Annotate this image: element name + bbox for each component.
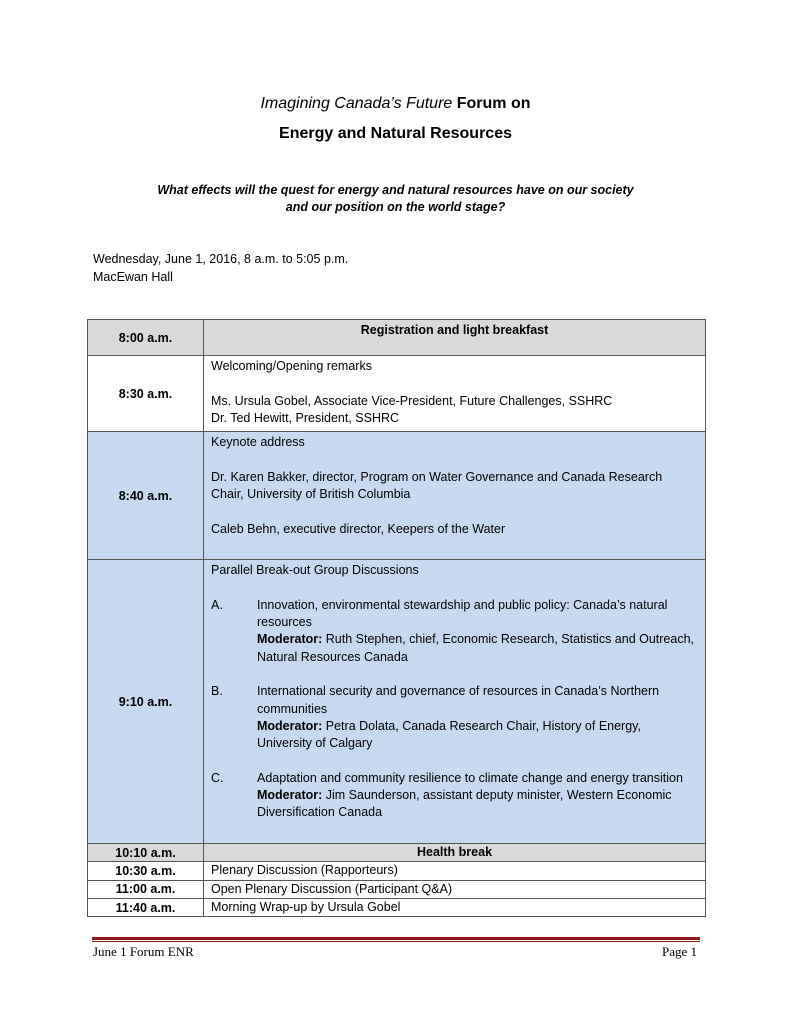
agenda-description (204, 356, 706, 432)
agenda-speaker: Ms. Ursula Gobel, Associate Vice-President, Future Challenges, SSHRC (211, 393, 613, 408)
agenda-row (88, 560, 706, 844)
breakout-letter: B. (211, 684, 223, 699)
moderator-label: Moderator: (257, 718, 323, 733)
agenda-title: Open Plenary Discussion (Participant Q&A) (204, 880, 706, 898)
footer-document-name: June 1 Forum ENR (93, 944, 194, 959)
agenda-row (88, 862, 706, 880)
agenda-speaker: Caleb Behn, executive director, Keepers of the Water (211, 521, 506, 536)
agenda-table (87, 319, 706, 917)
document-title (0, 95, 791, 113)
agenda-time: 8:40 a.m. (88, 432, 204, 560)
agenda-title: Registration and light breakfast (204, 320, 706, 356)
agenda-title: Health break (204, 844, 706, 862)
footer-page-number: Page 1 (661, 944, 697, 959)
breakout-item (211, 597, 698, 666)
agenda-title: Keynote address (211, 435, 305, 450)
agenda-row (88, 880, 706, 898)
agenda-description (204, 560, 706, 844)
moderator-name: Ruth Stephen, chief, Economic Research, Statistics and Outreach, Natural Resources Canada (257, 632, 695, 664)
event-venue: MacEwan Hall (93, 270, 173, 284)
agenda-row (88, 844, 706, 862)
breakout-moderator (257, 631, 698, 666)
agenda-time: 11:00 a.m. (88, 880, 204, 898)
footer-divider-thin (92, 941, 700, 942)
agenda-title: Welcoming/Opening remarks (211, 359, 372, 373)
guiding-question: What effects will the quest for energy and natural resources have on our society and our position on the world stage? (157, 183, 634, 214)
agenda-row (88, 898, 706, 916)
agenda-time: 9:10 a.m. (88, 560, 204, 844)
title-bold: Forum on (456, 95, 531, 112)
breakout-letter: A. (211, 597, 223, 612)
breakout-topic: Innovation, environmental stewardship and public policy: Canada’s natural resources (257, 597, 668, 630)
breakout-item (211, 770, 698, 822)
agenda-row (88, 356, 706, 432)
moderator-label: Moderator: (257, 788, 323, 803)
breakout-letter: C. (211, 770, 224, 785)
agenda-time: 10:10 a.m. (88, 844, 204, 862)
agenda-time: 8:30 a.m. (88, 356, 204, 432)
breakout-topic: Adaptation and community resilience to climate change and energy transition (257, 770, 683, 785)
moderator-label: Moderator: (257, 632, 323, 647)
document-subtitle: Energy and Natural Resources (279, 125, 512, 142)
footer-divider (92, 937, 700, 940)
breakout-item (211, 683, 698, 752)
breakout-topic: International security and governance of resources in Canada’s Northern communities (257, 684, 660, 716)
agenda-speaker: Dr. Ted Hewitt, President, SSHRC (211, 410, 400, 425)
moderator-name: Jim Saunderson, assistant deputy minister, Western Economic Diversification Canada (257, 788, 672, 820)
moderator-name: Petra Dolata, Canada Research Chair, History of Energy, University of Calgary (257, 718, 641, 751)
agenda-title: Plenary Discussion (Rapporteurs) (204, 862, 706, 880)
agenda-row (88, 320, 706, 356)
event-meta (93, 250, 348, 286)
title-italic: Imagining Canada’s Future (260, 95, 453, 112)
agenda-row (88, 432, 706, 560)
agenda-description (204, 432, 706, 560)
agenda-time: 8:00 a.m. (88, 320, 204, 356)
breakout-moderator (257, 787, 698, 822)
event-datetime: Wednesday, June 1, 2016, 8 a.m. to 5:05 p.m. (93, 252, 349, 266)
agenda-time: 11:40 a.m. (88, 898, 204, 916)
agenda-speaker: Dr. Karen Bakker, director, Program on Water Governance and Canada Research Chair, University of British Columbia (211, 469, 663, 502)
agenda-title: Parallel Break-out Group Discussions (211, 563, 419, 578)
agenda-time: 10:30 a.m. (88, 862, 204, 880)
breakout-moderator (257, 718, 698, 753)
agenda-title: Morning Wrap-up by Ursula Gobel (204, 898, 706, 916)
